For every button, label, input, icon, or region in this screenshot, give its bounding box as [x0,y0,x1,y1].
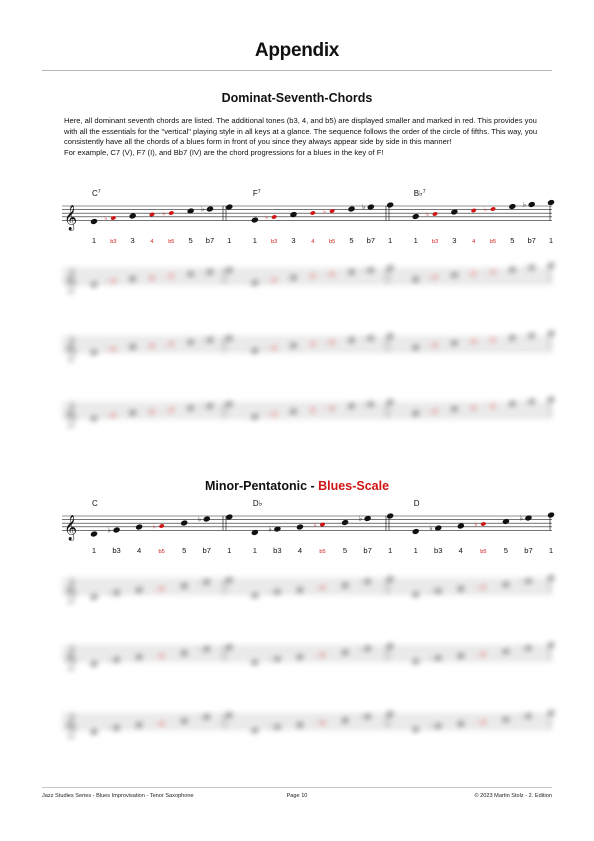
chord-staff-row-2-blurred [62,255,552,315]
note-head [432,342,438,347]
treble-clef-icon: 𝄞 [64,402,78,428]
flat-sign: ♭ [313,652,317,659]
note-head [502,581,510,588]
scale-staff-row-2-blurred [62,565,552,625]
note-head [547,511,555,518]
chord-staff-row-1 [62,189,554,252]
note-head [206,402,214,409]
degree-label: 3 [452,236,457,245]
note-head [471,208,477,213]
flat-sign: ♭ [519,643,523,653]
note-head [386,642,394,649]
note-head [508,266,516,273]
note-head [412,213,420,220]
note-head [508,334,516,341]
degree-label: 5 [342,546,348,555]
degree-label: 5 [188,236,193,245]
footer-page-number: Page 10 [286,793,308,799]
flat-sign: ♭ [107,655,112,665]
note-head [90,593,98,600]
flat-sign: ♭ [313,720,317,727]
note-head [502,648,510,655]
note-head [319,720,325,725]
flat-sign: ♭ [323,339,327,347]
flat-sign: ♭ [358,712,363,721]
flat-sign: ♭ [265,345,269,353]
flat-sign: ♭ [200,335,205,345]
note-head [206,205,214,212]
note-head [412,658,420,665]
treble-clef-icon: 𝄞 [64,645,78,671]
note-head [251,529,259,536]
flat-sign: ♭ [200,267,205,277]
flat-sign: ♭ [197,577,202,587]
note-head [347,336,355,343]
note-head [310,341,316,346]
note-head [412,344,420,351]
flat-sign: ♭ [426,274,429,282]
flat-sign: ♭ [429,653,433,663]
note-head [480,719,486,724]
flat-sign: ♭ [268,722,272,732]
note-head [271,411,277,416]
degree-label: b5 [158,549,165,555]
note-head [129,343,137,350]
degree-label: b7 [524,546,533,555]
note-head [110,412,116,417]
note-head [528,264,536,271]
note-head [310,407,316,412]
degree-label: 1 [548,236,554,245]
flat-sign: ♭ [522,263,527,272]
note-head [206,268,214,275]
note-head [112,656,120,663]
note-head [524,712,532,719]
degree-label: 4 [458,546,463,555]
note-head [432,274,438,279]
flat-sign: ♭ [107,588,112,598]
note-head [251,592,259,599]
degree-label: 4 [472,239,476,245]
flat-sign: ♭ [361,399,366,409]
flat-sign: ♭ [323,405,327,413]
title-divider [42,70,552,71]
note-head [110,278,116,283]
scale-staff-row-1 [62,499,554,562]
flat-sign: ♭ [104,346,108,354]
flat-sign: ♭ [162,210,166,218]
note-head [90,530,98,537]
flat-sign: ♭ [268,524,272,534]
treble-clef-icon: 𝄞 [64,268,78,294]
chord-quality: 7 [422,189,426,195]
note-head [180,582,188,589]
note-head [524,514,532,521]
note-head [341,717,349,724]
note-head [329,405,335,410]
flat-sign: ♭ [107,525,112,535]
note-head [159,721,165,726]
note-head [129,275,137,282]
note-head [310,210,316,215]
note-head [528,398,536,405]
note-head [90,660,98,667]
flat-sign: ♭ [197,514,202,524]
note-head [251,659,259,666]
note-head [203,515,211,522]
note-head [296,523,304,530]
degree-label: b7 [202,546,211,555]
note-head [251,727,259,734]
footer-series: Jazz Studies Series - Blues Improvisation - Tenor Saxophone [42,793,194,799]
flat-sign: ♭ [152,653,156,661]
note-head [341,649,349,656]
note-head [341,582,349,589]
degree-label: 4 [136,546,142,555]
degree-label: b3 [110,239,117,245]
degree-label: b3 [271,239,278,245]
chord-staff-row-4-blurred [62,389,552,449]
note-head [502,518,510,525]
note-head [329,339,335,344]
note-head [412,528,420,535]
degree-label: 1 [227,236,232,245]
note-head [502,716,510,723]
degree-label: b5 [168,239,175,245]
note-head [319,585,325,590]
note-head [251,347,259,354]
note-head [251,279,259,286]
note-head [251,216,259,223]
scale-staff-row-3-blurred [62,632,552,692]
flat-sign: ♭ [429,586,433,596]
degree-label: 1 [413,236,418,245]
note-head [203,578,211,585]
degree-label: 3 [130,236,135,245]
degree-label: 4 [311,239,315,245]
flat-sign: ♭ [426,408,429,416]
note-head [457,585,465,592]
degree-label: 1 [91,546,97,555]
flat-sign: ♭ [152,721,156,729]
note-head [524,577,532,584]
note-head [412,410,420,417]
note-head [386,710,394,717]
flat-sign: ♭ [429,721,433,731]
flat-sign: ♭ [484,337,487,345]
flat-sign: ♭ [265,277,269,285]
degree-label: 5 [510,236,515,245]
note-head [296,586,304,593]
note-head [386,512,394,519]
section-title-blues-scale-main: Minor-Pentatonic - [204,479,319,493]
section-title-blues-scale-accent: Blues-Scale [318,479,390,493]
note-head [432,408,438,413]
note-head [457,720,465,727]
chord-symbol: $C^7$ [92,189,101,198]
note-head [347,205,355,212]
note-head [457,652,465,659]
flat-sign: ♭ [522,397,527,406]
flat-sign: ♭ [361,265,366,275]
note-head [90,415,98,422]
flat-sign: ♭ [162,273,166,281]
degree-label: 5 [182,546,187,555]
note-head [296,721,304,728]
note-head [528,332,536,339]
note-head [480,651,486,656]
note-head [112,724,120,731]
chord-symbol: $F^7$ [252,189,261,198]
degree-label: 1 [252,546,257,555]
flat-sign: ♭ [268,654,272,664]
note-head [180,649,188,656]
section-title-blues-scale [0,479,594,493]
note-head [135,653,143,660]
note-head [329,271,335,276]
flat-sign: ♭ [313,585,317,592]
note-head [412,591,420,598]
note-head [347,268,355,275]
flat-sign: ♭ [522,200,527,209]
flat-sign: ♭ [104,215,108,223]
degree-label: b5 [489,239,497,245]
note-head [112,589,120,596]
flat-sign: ♭ [162,407,166,415]
flat-sign: ♭ [484,206,487,214]
note-head [386,575,394,582]
treble-clef-icon: 𝄞 [64,515,78,541]
degree-label: b5 [329,239,336,245]
chord-quality: 7 [97,189,101,195]
flat-sign: ♭ [313,522,317,529]
note-head [386,201,394,208]
note-head [547,262,555,269]
degree-label: 1 [413,546,418,555]
note-head [508,203,516,210]
degree-label: b3 [112,546,121,555]
note-head [296,653,304,660]
flat-sign: ♭ [358,514,363,523]
intro-text [64,116,538,158]
note-head [490,403,496,408]
flat-sign: ♭ [484,403,487,411]
scale-staff-row-4-blurred [62,700,552,760]
note-head [547,574,555,581]
degree-label: b3 [434,546,443,555]
degree-label: 1 [227,546,232,555]
flat-sign: ♭ [107,723,112,733]
note-head [347,402,355,409]
note-head [412,276,420,283]
flat-sign: ♭ [361,202,366,212]
note-head [203,645,211,652]
note-head [490,337,496,342]
note-head [508,400,516,407]
note-head [129,212,137,219]
degree-label: 1 [548,546,554,555]
note-head [319,522,325,527]
flat-sign: ♭ [474,719,478,727]
flat-sign: ♭ [323,208,327,216]
flat-sign: ♭ [152,523,156,531]
note-head [480,521,486,526]
chord-symbol: C [92,499,98,508]
flat-sign: ♭ [519,576,523,586]
flat-sign: ♭ [522,331,527,340]
note-head [329,208,335,213]
note-head [547,330,555,337]
note-head [180,717,188,724]
note-head [480,584,486,589]
flat-sign: ♭ [358,644,363,653]
flat-sign: ♭ [474,521,478,529]
degree-label: b5 [480,549,487,555]
note-head [386,398,394,405]
note-head [168,273,174,278]
chord-staff-row-3-blurred [62,323,552,383]
treble-clef-icon: 𝄞 [64,205,78,231]
note-head [90,218,98,225]
flat-sign: ♭ [200,401,205,411]
note-head [135,586,143,593]
note-head [90,349,98,356]
note-head [471,271,477,276]
note-head [547,396,555,403]
note-head [149,275,155,280]
chord-symbol: B♭$^7$ [413,189,426,198]
flat-sign: ♭ [152,586,156,594]
flat-sign: ♭ [484,269,487,277]
note-head [471,405,477,410]
note-head [386,264,394,271]
degree-label: b3 [273,546,282,555]
degree-label: 5 [503,546,509,555]
flat-sign: ♭ [200,204,205,214]
flat-sign: ♭ [429,523,433,533]
note-head [168,210,174,215]
note-head [547,199,555,206]
note-head [135,523,143,530]
note-head [524,644,532,651]
flat-sign: ♭ [104,412,108,420]
flat-sign: ♭ [474,584,478,592]
degree-label: 4 [150,239,154,245]
degree-label: 4 [297,546,303,555]
flat-sign: ♭ [519,513,523,523]
note-head [471,339,477,344]
note-head [149,409,155,414]
note-head [159,653,165,658]
section-title-dominant-seventh: Dominat-Seventh-Chords [221,91,373,105]
note-head [129,409,137,416]
flat-sign: ♭ [197,712,202,722]
footer-divider [42,787,552,788]
note-head [432,211,438,216]
note-head [386,332,394,339]
degree-label: b5 [319,549,326,555]
note-head [457,522,465,529]
note-head [168,407,174,412]
note-head [251,413,259,420]
degree-label: 5 [349,236,354,245]
degree-label: 1 [388,236,393,245]
note-head [271,214,277,219]
flat-sign: ♭ [265,214,269,222]
treble-clef-icon: 𝄞 [64,713,78,739]
flat-sign: ♭ [474,651,478,659]
flat-sign: ♭ [162,341,166,349]
flat-sign: ♭ [361,333,366,343]
degree-label: b7 [363,546,372,555]
note-head [271,277,277,282]
note-head [159,523,165,528]
degree-label: 1 [252,236,257,245]
flat-sign: ♭ [426,211,429,219]
flat-sign: ♭ [323,271,327,279]
note-head [490,206,496,211]
flat-sign: ♭ [265,411,269,419]
degree-label: b7 [366,236,376,245]
note-head [412,726,420,733]
note-head [203,713,211,720]
note-head [90,728,98,735]
note-head [206,336,214,343]
flat-sign: ♭ [268,587,272,597]
degree-label: 1 [388,546,393,555]
flat-sign: ♭ [358,577,363,586]
degree-label: 3 [291,236,296,245]
degree-label: b7 [205,236,215,245]
degree-label: b7 [527,236,536,245]
note-head [528,201,536,208]
note-head [149,343,155,348]
flat-sign: ♭ [197,644,202,654]
flat-sign: ♭ [426,342,429,350]
chord-symbol: D♭ [252,499,263,508]
note-head [112,526,120,533]
note-head [110,346,116,351]
degree-label: b3 [431,239,439,245]
intro-paragraph-1: Here, all dominant seventh chords are listed. The additional tones (b3, 4, and b5) are displayed smaller and marked in red. This provides you with all the essentials for the "vertical" playing style in all keys at a glance. The sequence follows the order of the circle of fifths. This way, you consistently have all the chords of a blues form in front of you since they always appear side by side in this manner! [64,116,538,147]
note-head [135,721,143,728]
note-head [547,709,555,716]
note-head [168,341,174,346]
intro-paragraph-2: For example, C7 (V), F7 (I), and Bb7 (IV) are the chord progressions for a blues in the key of F! [64,147,384,157]
chord-symbol: D [413,499,420,508]
note-head [341,519,349,526]
page-title: Appendix [254,40,340,61]
flat-sign: ♭ [519,711,523,721]
note-head [319,652,325,657]
note-head [310,273,316,278]
treble-clef-icon: 𝄞 [64,336,78,362]
footer-copyright: © 2023 Martin Stolz - 2. Edition [474,793,552,799]
treble-clef-icon: 𝄞 [64,578,78,604]
note-head [90,281,98,288]
note-head [110,215,116,220]
note-head [271,345,277,350]
note-head [490,269,496,274]
note-head [149,212,155,217]
note-head [180,519,188,526]
degree-label: 1 [91,236,97,245]
chord-quality: 7 [257,189,261,195]
note-head [547,641,555,648]
flat-sign: ♭ [104,278,108,286]
note-head [159,586,165,591]
